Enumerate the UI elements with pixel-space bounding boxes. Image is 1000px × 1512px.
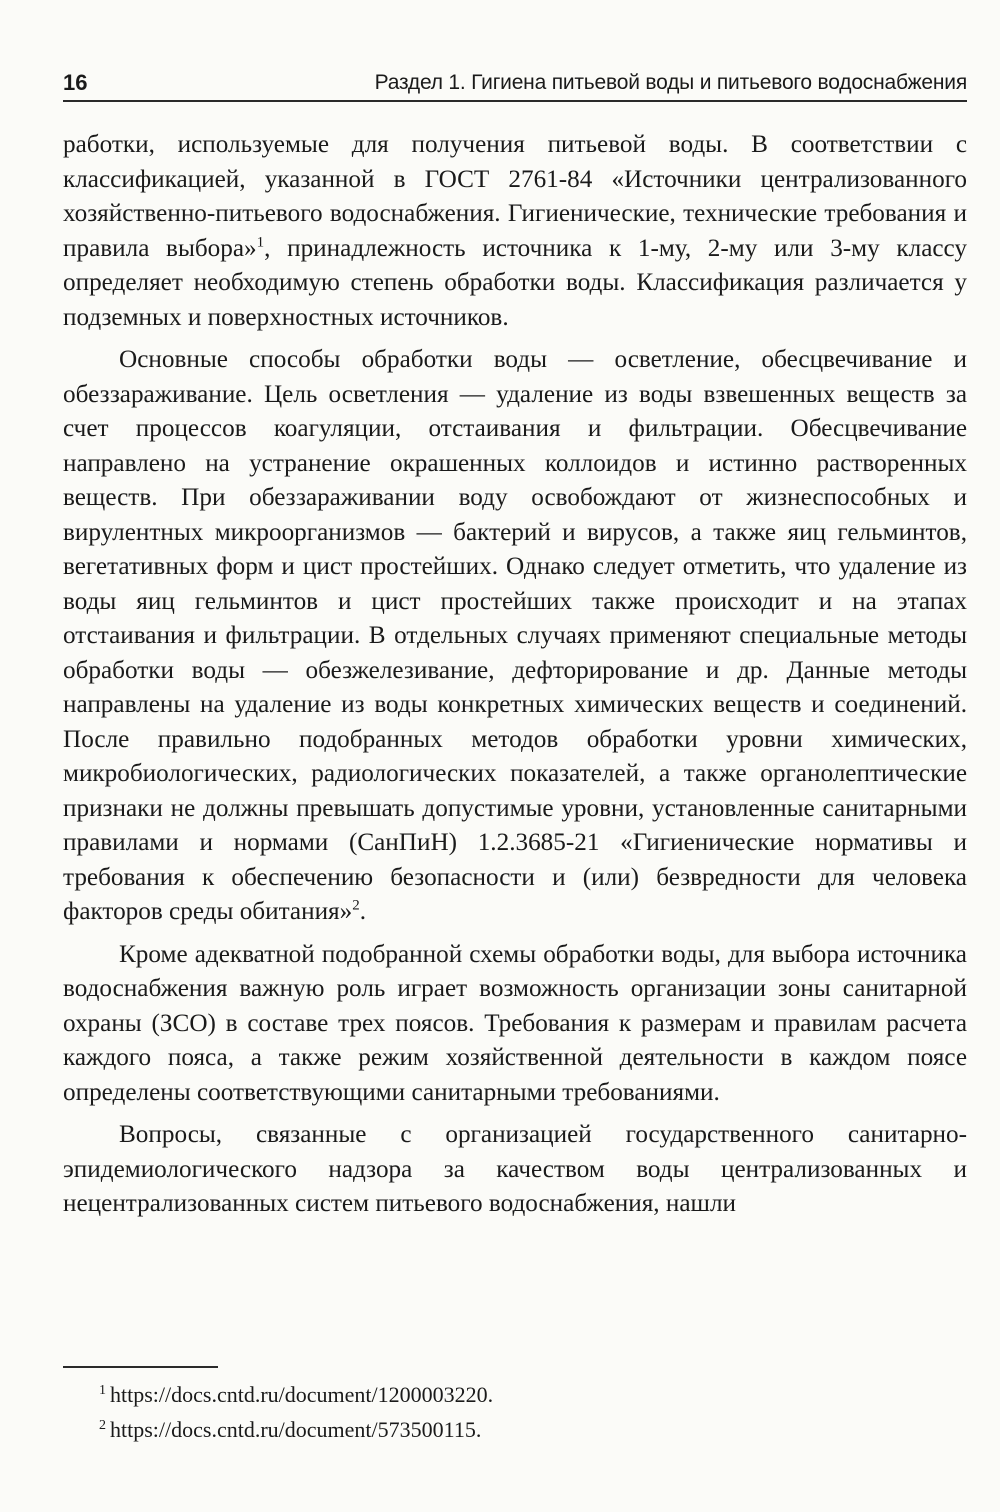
body-text: [63, 128, 967, 1230]
footnotes: [99, 1377, 967, 1447]
paragraph-2-text-a: Основные способы обработки воды — осветление, обесцвечивание и обеззараживание. Цель осветления — удаление из воды взвешенных веществ за счет процессов коагуляции, отстаивания и фильтрации. Обесцвечивание направлено на устранение окрашенных коллоидов и истинно растворенных веществ. При обеззараживании воду освобождают от жизнеспособных и вирулентных микроорганизмов — бактерий и вирусов, а также яиц гельминтов, вегетативных форм и цист простейших. Однако следует отметить, что удаление из воды яиц гельминтов и цист простейших также происходит и на этапах отстаивания и фильтрации. В отдельных случаях применяют специальные методы обработки воды — обезжелезивание, дефторирование и др. Данные методы направлены на удаление из воды конкретных химических веществ и соединений. После правильно подобранных методов обработки уровни химических, микробиологических, радиологических показателей, а также органолептические признаки не должны превышать допустимые уровни, установленные санитарными правилами и нормами (СанПиН) 1.2.3685-21 «Гигиенические нормативы и требования к обеспечению безопасности и (или) безвредности для человека факторов среды обитания»: [63, 346, 967, 925]
footnote-link[interactable]: https://docs.cntd.ru/document/1200003220.: [110, 1382, 494, 1407]
footnote-item: [99, 1377, 967, 1412]
footnote-divider: [63, 1366, 218, 1368]
footnote-ref-2: 2: [352, 897, 360, 914]
paragraph-1-text-a: работки, используемые для получения питьевой воды. В соответствии с классификацией, указанной в ГОСТ 2761-84 «Источники централизованного хозяйственно-питьевого водоснабжения. Гигиенические, технические требования и правила выбора»: [63, 131, 967, 262]
footnote-mark: 1: [99, 1382, 106, 1398]
page-number: 16: [63, 70, 88, 95]
paragraph-4: Вопросы, связанные с организацией государственного санитарно-эпидемиологического надзора за качеством воды централизованных и нецентрализованных систем питьевого водоснабжения, нашли: [63, 1121, 967, 1217]
paragraph-2-text-b: .: [359, 898, 367, 925]
footnote-item: [99, 1412, 967, 1447]
paragraph-1: [63, 128, 967, 335]
book-page: [63, 0, 967, 1512]
paragraph-3: Кроме адекватной подобранной схемы обработки воды, для выбора источника водоснабжения важную роль играет возможность организации зоны санитарной охраны (ЗСО) в составе трех поясов. Требования к размерам и правилам расчета каждого пояса, а также режим хозяйственной деятельности в каждом поясе определены соответствующими санитарными требованиями.: [63, 940, 967, 1106]
footnote-ref-1: 1: [256, 234, 265, 251]
footnote-mark: 2: [99, 1417, 106, 1433]
page-header: [63, 66, 967, 102]
paragraph-1-text-b: , принадлежность источника к 1-му, 2-му или 3-му классу определяет необходимую степень обработки воды. Классификация различается у подземных и поверхностных источников.: [63, 234, 967, 331]
paragraph-2: [63, 343, 967, 930]
running-title: Раздел 1. Гигиена питьевой воды и питьевого водоснабжения: [374, 71, 967, 94]
footnote-link[interactable]: https://docs.cntd.ru/document/573500115.: [110, 1417, 482, 1442]
